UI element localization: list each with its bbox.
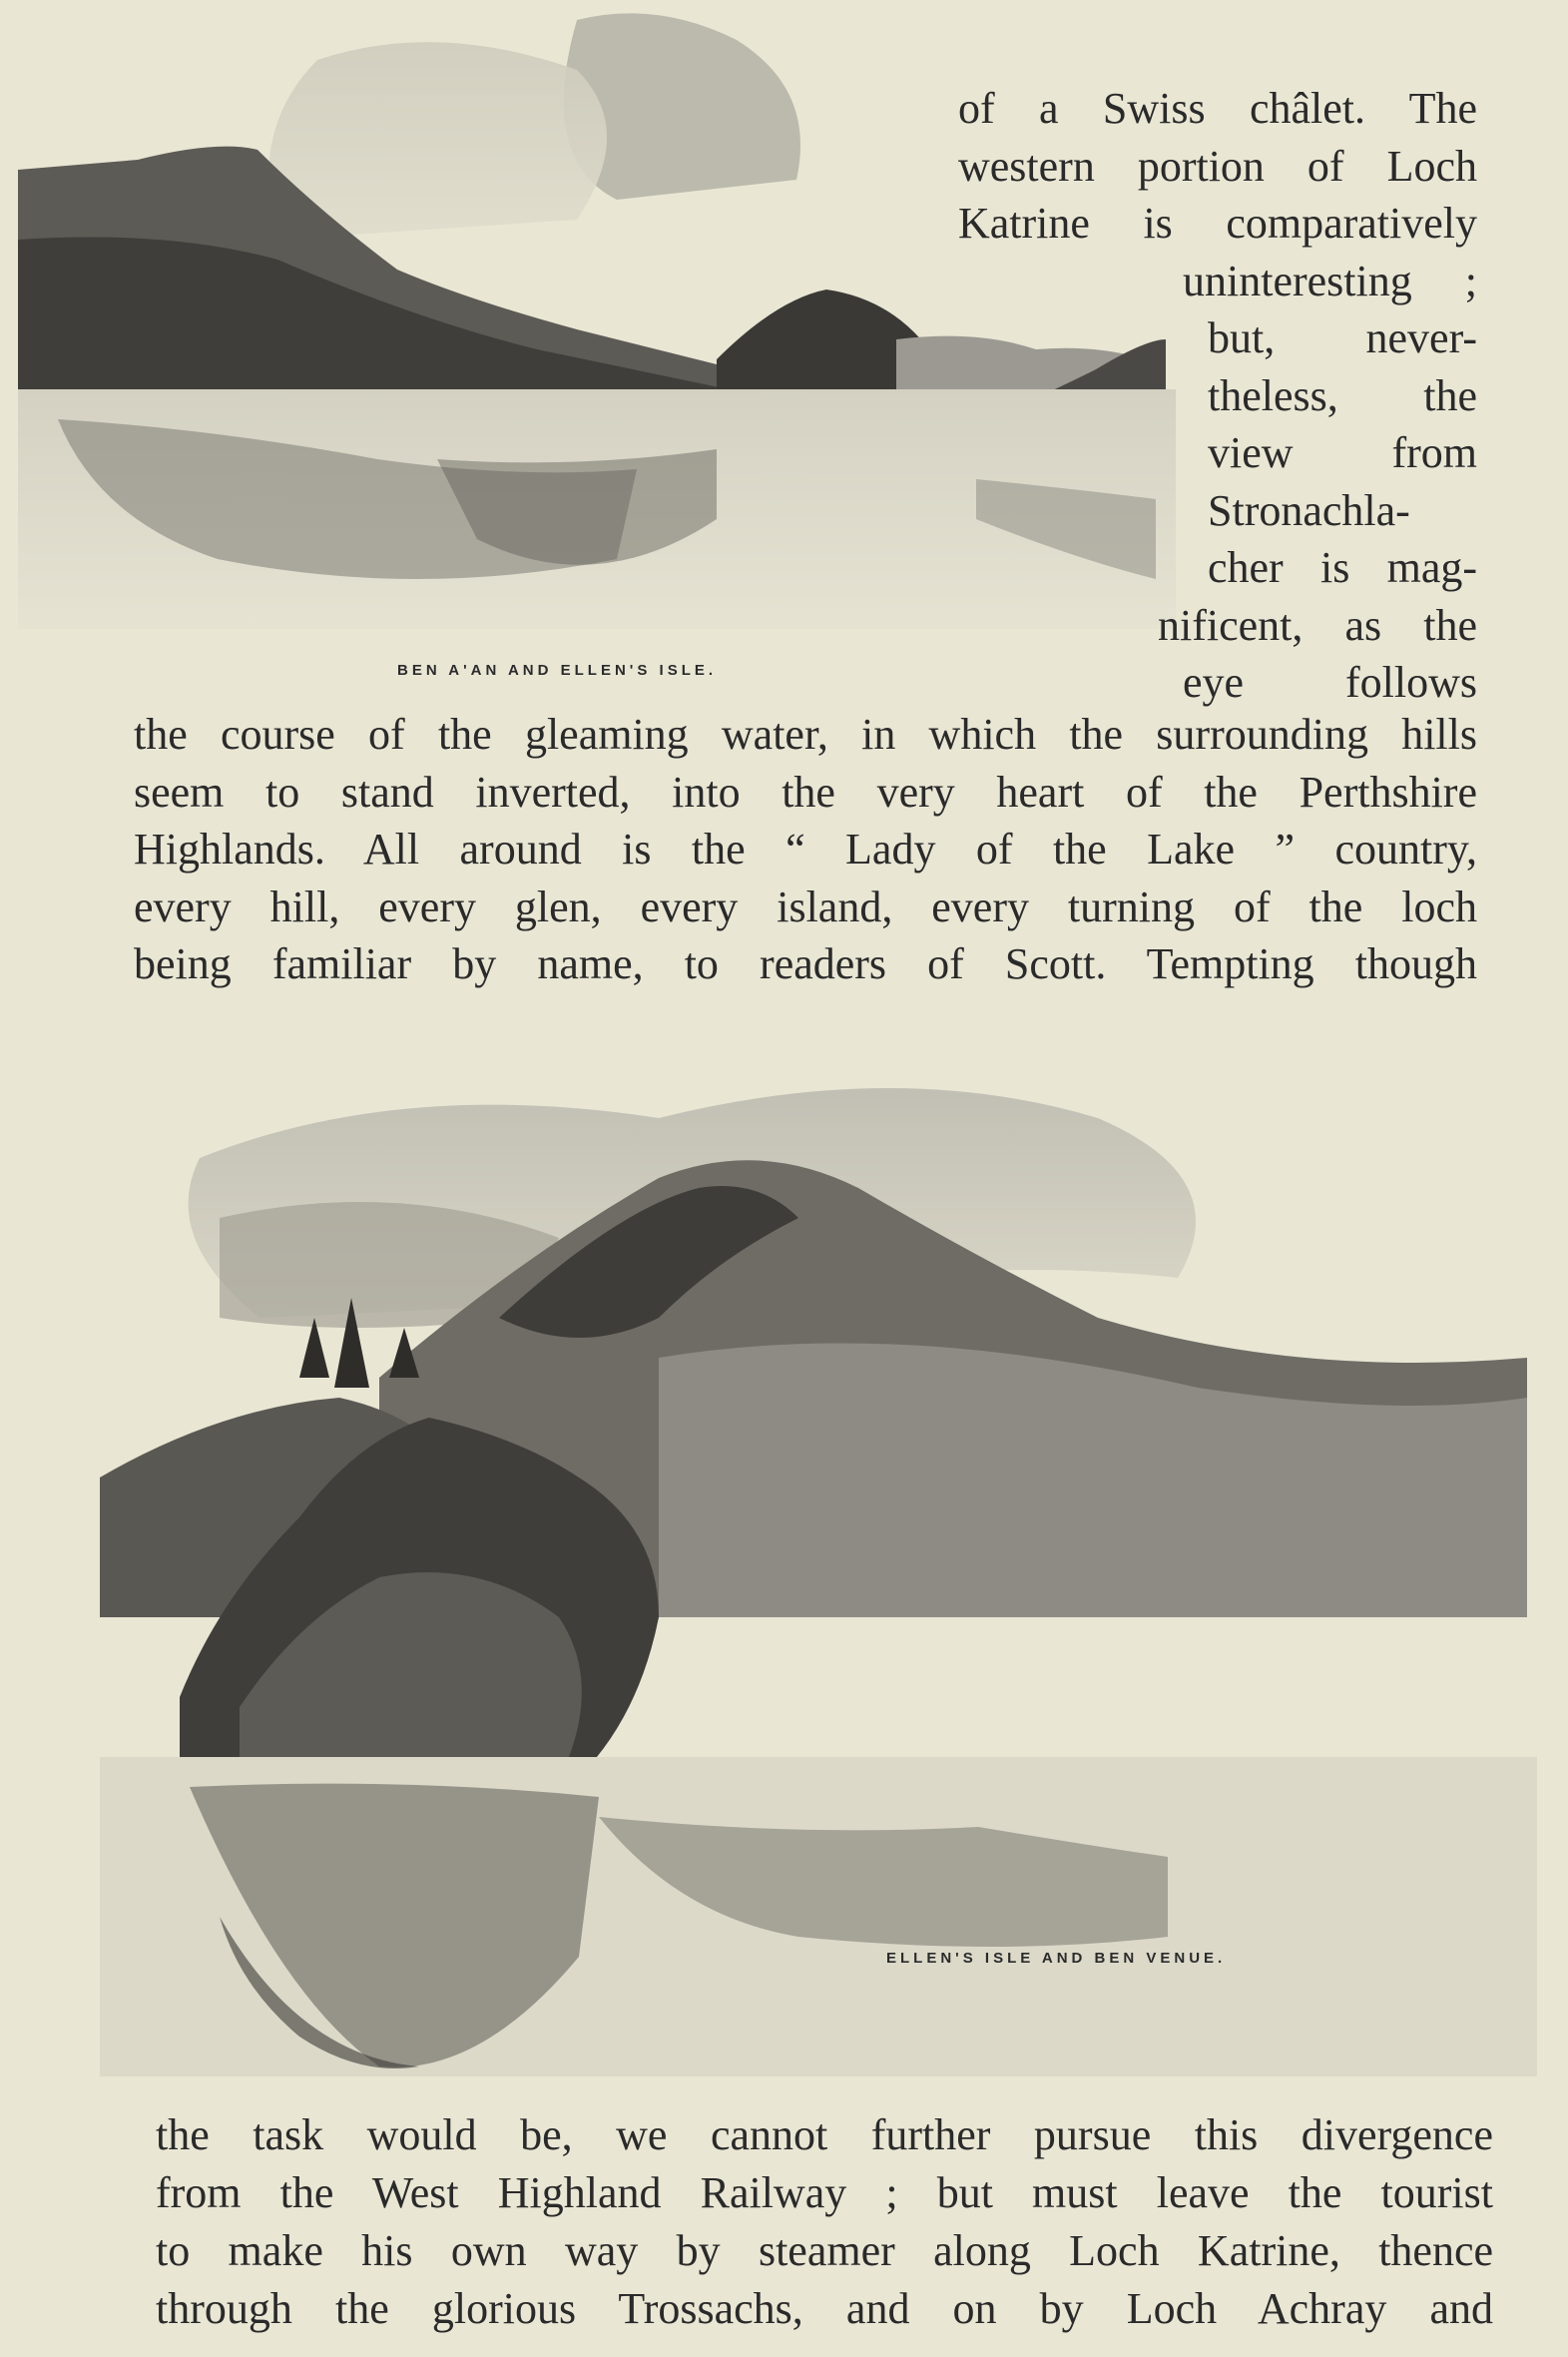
text-line: Katrine is comparatively [958, 199, 1477, 248]
text-line: Highlands. All around is the “ Lady of the Lake ” country, [134, 825, 1477, 874]
illustration-ellens-isle [100, 1058, 1537, 2086]
paragraph-middle [134, 706, 1477, 993]
text-line: to make his own way by steamer along Loch Katrine, thence [156, 2226, 1493, 2275]
text-line: uninteresting ; [1183, 256, 1477, 305]
paragraph-bottom [156, 2106, 1493, 2338]
text-line: eye follows [1183, 658, 1477, 707]
text-line: the course of the gleaming water, in which the surrounding hills [134, 710, 1477, 759]
text-line: seem to stand inverted, into the very heart of the Perthshire [134, 767, 1477, 817]
text-line: from the West Highland Railway ; but must leave the tourist [156, 2168, 1493, 2217]
text-line: Stronachla- [1208, 485, 1410, 535]
text-line: of a Swiss châlet. The [958, 84, 1477, 133]
text-line: the task would be, we cannot further pursue this divergence [156, 2110, 1493, 2159]
caption-ellens-isle: ELLEN'S ISLE AND BEN VENUE. [886, 1950, 1227, 1967]
text-line: cher is mag- [1208, 543, 1477, 592]
text-line: nificent, as the [1158, 600, 1477, 650]
text-line: but, never- [1208, 313, 1477, 362]
text-line: every hill, every glen, every island, every turning of the loch [134, 882, 1477, 931]
text-line: view from [1208, 428, 1477, 477]
text-line: through the glorious Trossachs, and on by Loch Achray and [156, 2284, 1493, 2333]
caption-ben-aan: BEN A'AN AND ELLEN'S ISLE. [397, 662, 718, 679]
right-column-text [958, 80, 1477, 712]
text-line: western portion of Loch [958, 141, 1477, 191]
text-line: being familiar by name, to readers of Scott. Tempting though [134, 939, 1477, 988]
text-line: theless, the [1208, 370, 1477, 420]
